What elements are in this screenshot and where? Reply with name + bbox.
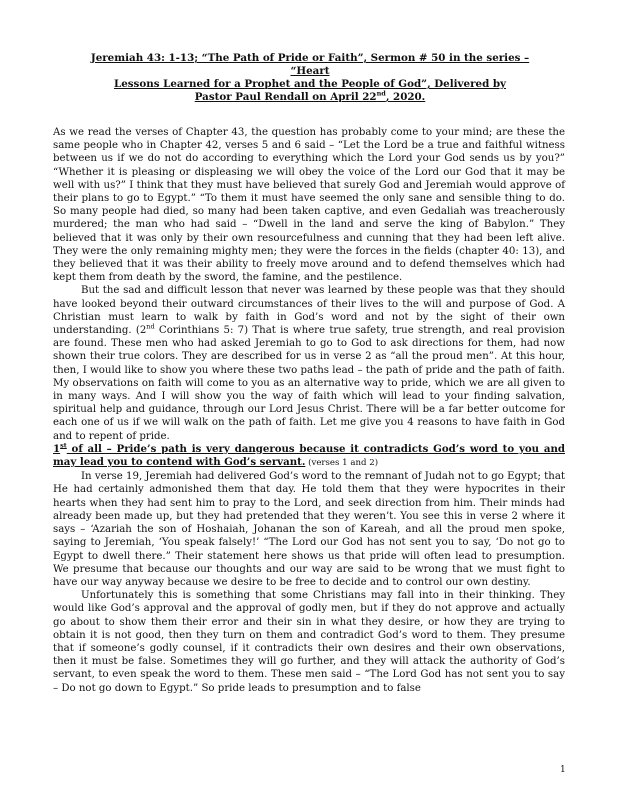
title-line-3: Pastor Paul Rendall on April 22: [194, 91, 377, 103]
section-heading-number: 1: [53, 442, 61, 455]
paragraph-2: [53, 284, 565, 442]
paragraph-2-end: Corinthians 5: 7) That is where true safety, true strength, and real provision are found. These men who had asked Jeremiah to go to God to ask directions for them, had now shown their true colors. They are described for us in verse 2 as “all the proud men”. At this hour, then, I would like to show you where these two paths lead – the path of pride and the path of faith. My observations on faith will come to you as an alternative way to pride, which we are all given to in many ways. And I will show you the way of faith which will lead to your finding salvation, spiritual help and guidance, through our Lord Jesus Christ. There will be a far better outcome for each one of us if we will walk on the path of faith. Let me give you 4 reasons to have faith in God and to repent of pride.: [53, 325, 565, 442]
section-heading-text: of all – Pride’s path is very dangerous because it contradicts God’s word to you and may lead you to contend with God’s servant.: [53, 442, 565, 469]
title-superscript: nd: [376, 89, 386, 98]
section-heading-superscript: st: [60, 441, 67, 450]
title-line-2: Lessons Learned for a Prophet and the People of God”, Delivered by: [113, 78, 507, 90]
title-line-3-end: , 2020.: [385, 91, 426, 103]
title-line-1: Jeremiah 43: 1-13; “The Path of Pride or Faith”, Sermon # 50 in the series – “Heart: [90, 52, 530, 77]
section-heading-1: [53, 443, 565, 470]
sermon-title: [70, 52, 550, 104]
paragraph-4: Unfortunately this is something that some Christians may fall into in their thinking. They would like God’s approval and the approval of godly men, but if they do not approve and actually go about to show them their error and their sin in what they desire, or how they are trying to obtain it is not good, then they turn on them and contradict God’s word to them. They presume that if someone’s godly counsel, if it contradicts their own desires and their own observations, then it must be false. Sometimes they will go further, and they will attack the authority of God’s servant, to even speak the word to them. These men said – “The Lord God has not sent you to say – Do not go down to Egypt.” So pride leads to presumption and to false: [53, 590, 565, 694]
paragraph-2-start: But the sad and difficult lesson that never was learned by these people was that they should have looked beyond their outward circumstances of their lives to the will and purpose of God. A Christian must learn to walk by faith in God’s word and not by the sight of their own understanding. (2: [53, 285, 565, 337]
paragraph-1: As we read the verses of Chapter 43, the question has probably come to your mind; are these the same people who in Chapter 42, verses 5 and 6 said – “Let the Lord be a true and faithful witness between us if we do not do according to everything which the Lord your God sends us by you?” “Whether it is pleasing or displeasing we will obey the voice of the Lord our God that it may be well with us?” I think that they must have believed that surely God and Jeremiah would approve of their plans to go to Egypt.” “To them it must have seemed the only sane and sensible thing to do. So many people had died, so many had been taken captive, and even Gedaliah was treacherously murdered; the man who had said – “Dwell in the land and serve the king of Babylon.” They believed that it was only by their own resourcefulness and cunning that they had been left alive. They were the only remaining mighty men; they were the forces in the fields (chapter 40: 13), and they believed that it was their ability to freely move around and to defend themselves which had kept them from death by the sword, the famine, and the pestilence.: [53, 127, 565, 284]
section-heading-verses: (verses 1 and 2): [305, 458, 379, 469]
page-number: 1: [560, 765, 566, 775]
sermon-body: [53, 126, 565, 695]
paragraph-3: In verse 19, Jeremiah had delivered God’s word to the remnant of Judah not to go Egypt; that He had certainly admonished them that day. He told them that they were hypocrites in their hearts when they had sent him to pray to the Lord, and seek direction from him. Their minds had already been made up, but they had pretended that they weren’t. You see this in verse 2 where it says – ‘Azariah the son of Hoshaiah, Johanan the son of Kareah, and all the proud men spoke, saying to Jeremiah, ‘You speak falsely!’ “The Lord our God has not sent you to say, ‘Do not go to Egypt to dwell there.” Their statement here shows us that pride will often lead to presumption. We presume that because our thoughts and our way are said to be wrong that we must fight to have our way anyway because we desire to be free to decide and to control our own destiny.: [53, 471, 565, 588]
paragraph-2-superscript: nd: [146, 322, 155, 331]
